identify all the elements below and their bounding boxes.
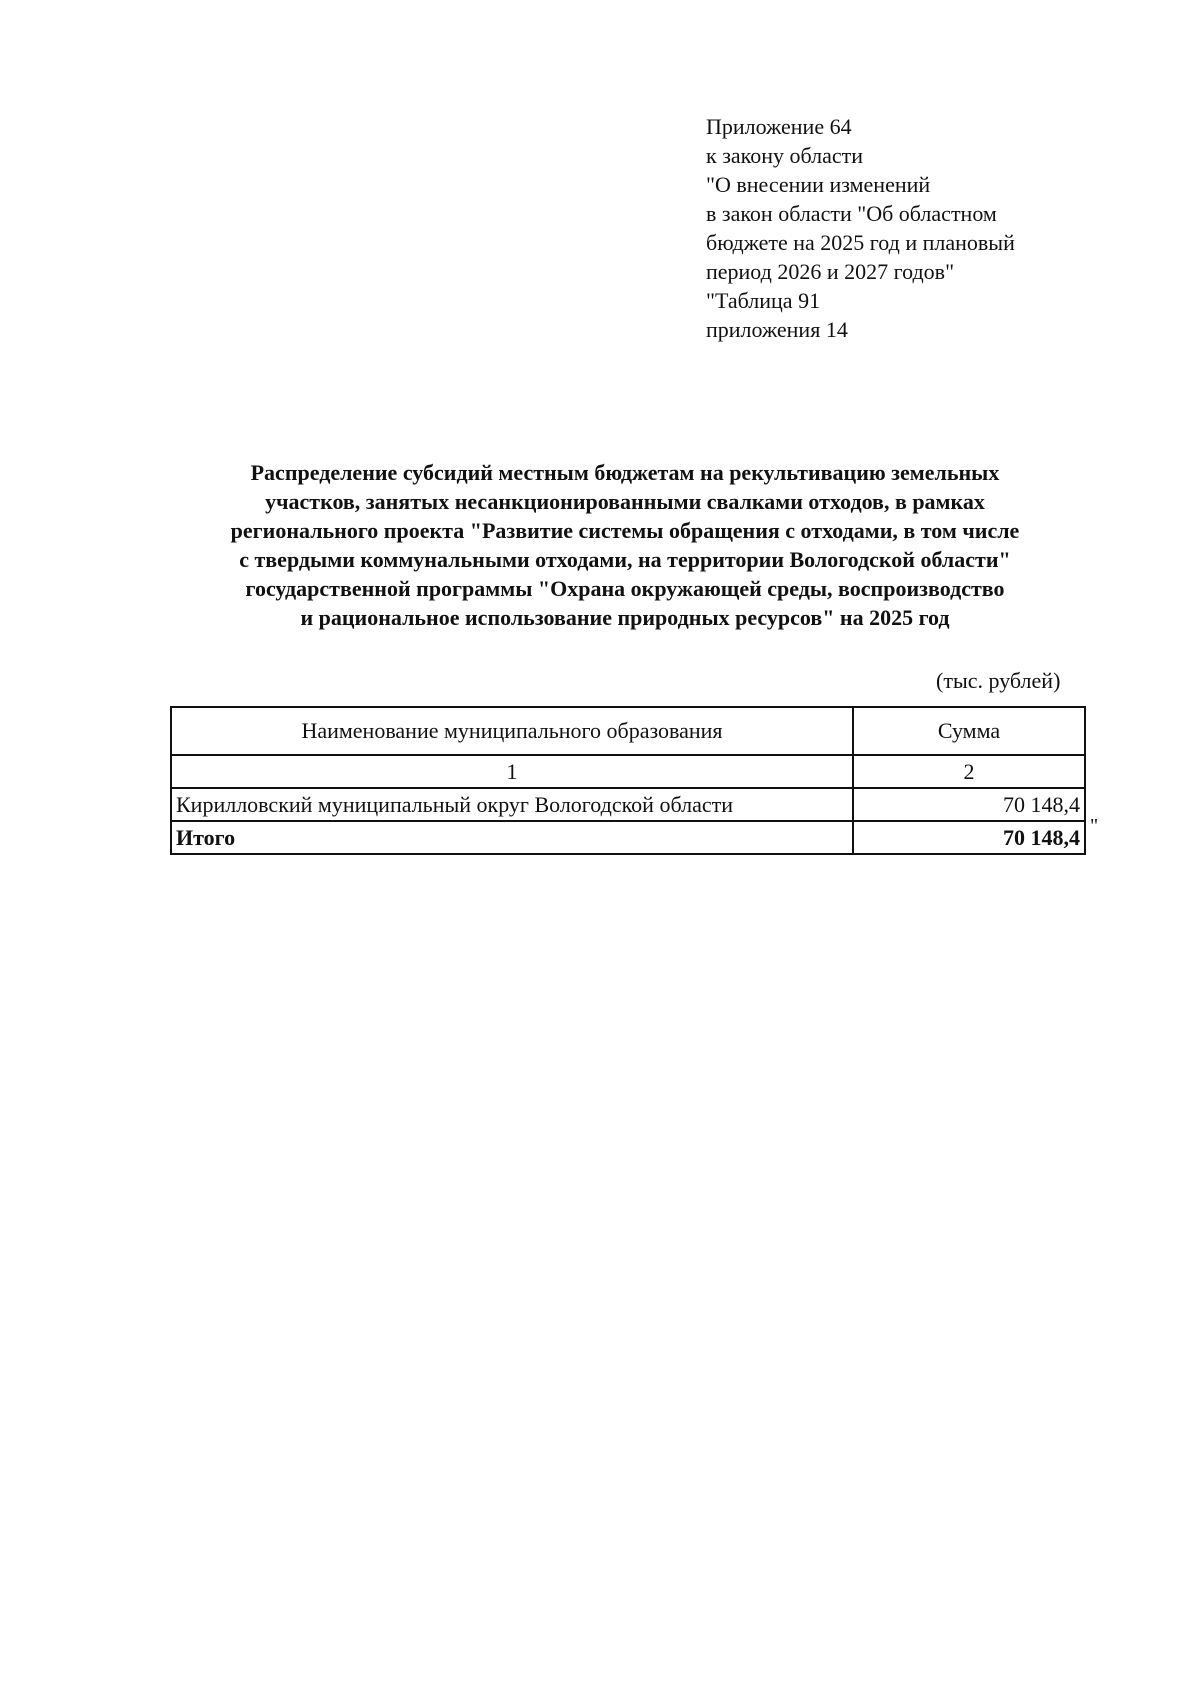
title-line: государственной программы "Охрана окружающей среды, воспроизводство [245,576,1005,601]
appendix-line: в закон области "Об областном [706,201,997,226]
title-line: участков, занятых несанкционированными свалками отходов, в рамках [265,489,985,514]
table-header-row [171,707,1085,755]
document-title [150,458,1100,632]
appendix-line: "О внесении изменений [706,172,931,197]
total-row [171,821,1085,854]
municipality-name: Кирилловский муниципальный округ Вологодской области [171,788,853,821]
total-label: Итого [171,821,853,854]
title-line: Распределение субсидий местным бюджетам на рекультивацию земельных [250,460,1000,485]
closing-quote: " [1090,815,1099,837]
header-sum: Сумма [853,707,1085,755]
table-row [171,788,1085,821]
total-sum: 70 148,4 [853,821,1085,854]
title-line: регионального проекта "Развитие системы обращения с отходами, в том числе [230,518,1020,543]
header-name: Наименование муниципального образования [171,707,853,755]
appendix-line: "Таблица 91 [706,288,821,313]
title-line: с твердыми коммунальными отходами, на территории Вологодской области" [239,547,1011,572]
subsidy-table [170,706,1086,855]
column-number: 1 [171,755,853,788]
column-number-row [171,755,1085,788]
appendix-line: Приложение 64 [706,114,852,139]
municipality-sum: 70 148,4 [853,788,1085,821]
appendix-line: приложения 14 [706,317,848,342]
appendix-line: к закону области [706,143,864,168]
column-number: 2 [853,755,1085,788]
units-label: (тыс. рублей) [936,668,1061,693]
appendix-header [706,112,1106,344]
appendix-line: период 2026 и 2027 годов" [706,259,955,284]
title-line: и рациональное использование природных ресурсов" на 2025 год [300,605,950,630]
appendix-line: бюджете на 2025 год и плановый [706,230,1015,255]
